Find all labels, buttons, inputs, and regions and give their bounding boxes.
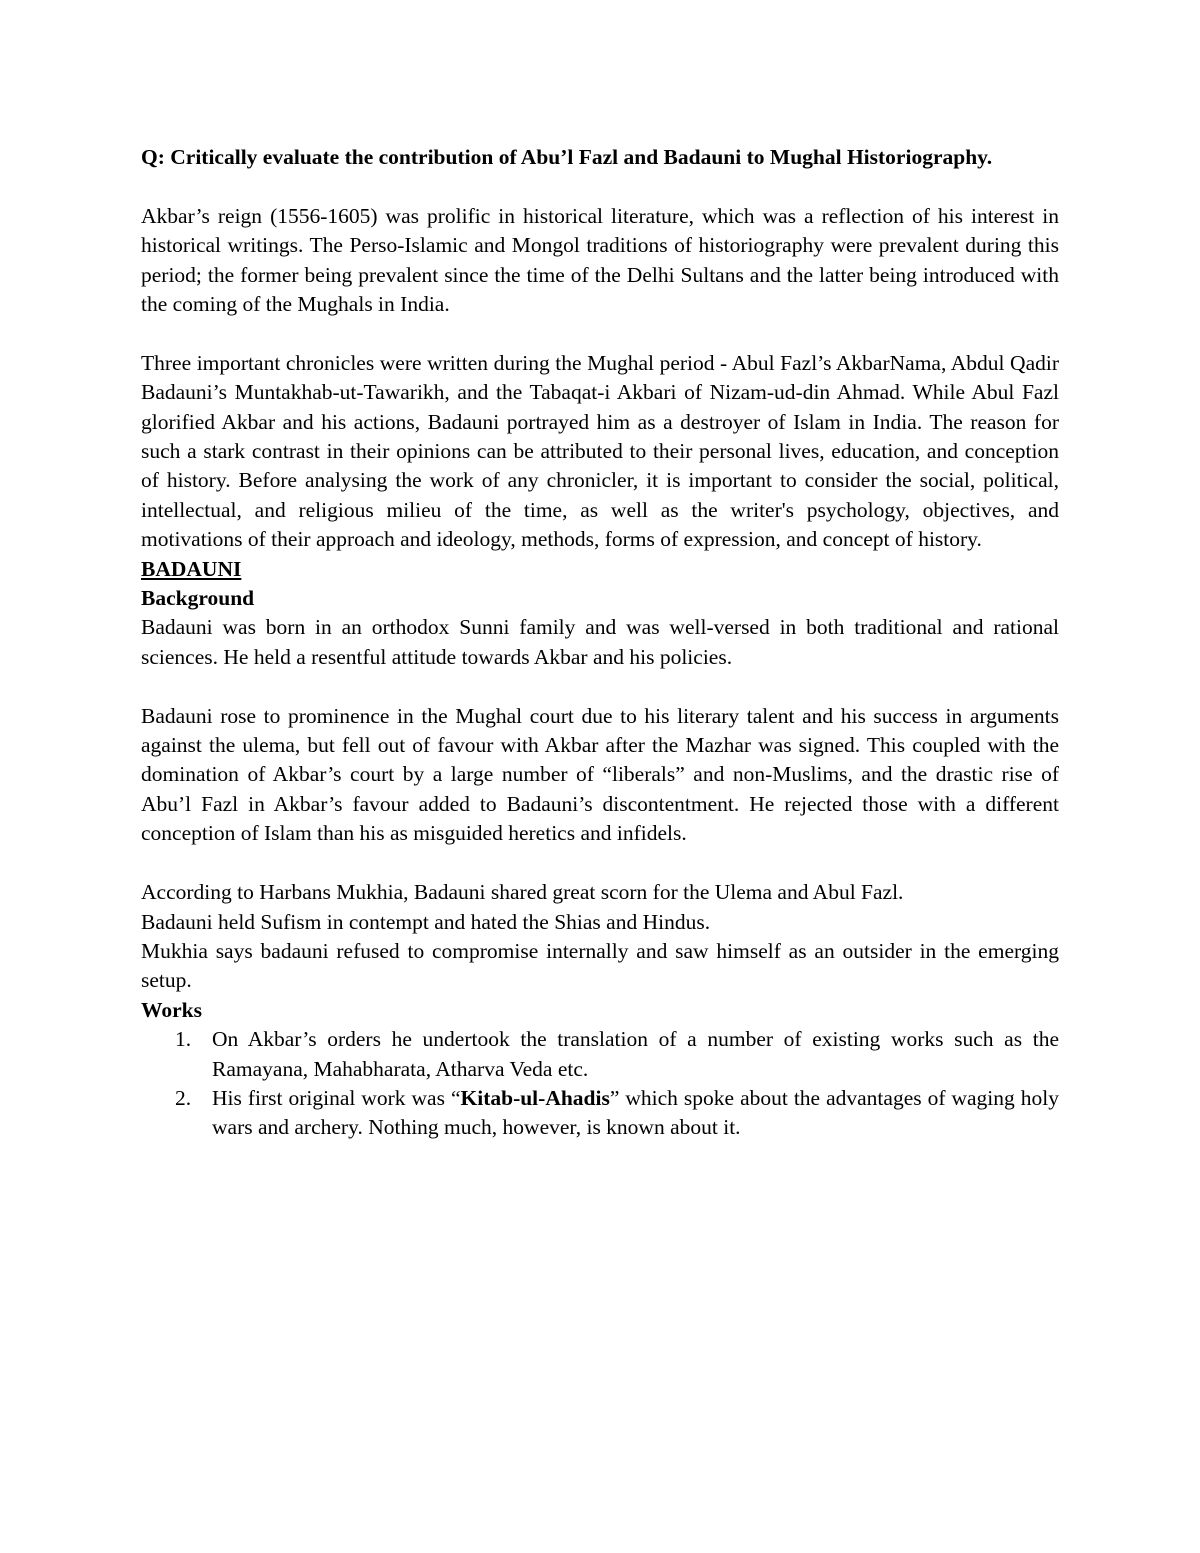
subheading-background: Background [141, 586, 255, 611]
document-page [141, 143, 1059, 1143]
list-item [175, 1084, 1059, 1143]
works-list [141, 1025, 1059, 1143]
list-item-number: 1. [175, 1027, 192, 1052]
background-paragraph-3-line-1: According to Harbans Mukhia, Badauni shared great scorn for the Ulema and Abul Fazl. [141, 880, 904, 905]
subheading-works: Works [141, 997, 202, 1022]
background-paragraph-1: Badauni was born in an orthodox Sunni family and was well-versed in both traditional and rational sciences. He held a resentful attitude towards Akbar and his policies. [141, 615, 1059, 669]
intro-paragraph-1: Akbar’s reign (1556-1605) was prolific in historical literature, which was a reflection of his interest in historical writings. The Perso-Islamic and Mongol traditions of historiography were prevalent during this period; the former being prevalent since the time of the Delhi Sultans and the latter being introduced with the coming of the Mughals in India. [141, 203, 1059, 317]
background-paragraph-3-line-3: Mukhia says badauni refused to compromise internally and saw himself as an outsider in the emerging setup. [141, 938, 1059, 993]
intro-paragraph-2: Three important chronicles were written during the Mughal period - Abul Fazl’s AkbarNama, Abdul Qadir Badauni’s Muntakhab-ut-Tawarikh, and the Tabaqat-i Akbari of Nizam-ud-din Ahmad. While Abul Fazl glorified Akbar and his actions, Badauni portrayed him as a destroyer of Islam in India. The reason for such a stark contrast in their opinions can be attributed to their personal lives, education, and conception of history. Before analysing the work of any chronicler, it is important to consider the social, political, intellectual, and religious milieu of the time, as well as the writer's psychology, objectives, and motivations of their approach and ideology, methods, forms of expression, and concept of history. [141, 350, 1059, 552]
section-heading-badauni: BADAUNI [141, 556, 242, 581]
question-heading: Q: Critically evaluate the contribution of Abu’l Fazl and Badauni to Mughal Historiography. [141, 145, 993, 169]
list-item-text: On Akbar’s orders he undertook the translation of a number of existing works such as the Ramayana, Mahabharata, Atharva Veda etc. [212, 1027, 1059, 1081]
list-item [175, 1025, 1059, 1084]
background-paragraph-2: Badauni rose to prominence in the Mughal court due to his literary talent and his success in arguments against the ulema, but fell out of favour with Akbar after the Mazhar was signed. This coupled with the domination of Akbar’s court by a large number of “liberals” and non-Muslims, and the drastic rise of Abu’l Fazl in Akbar’s favour added to Badauni’s discontentment. He rejected those with a different conception of Islam than his as misguided heretics and infidels. [141, 703, 1059, 846]
list-item-text-after: ” which spoke about the advantages of waging holy wars and archery. Nothing much, however, is known about it. [212, 1085, 1059, 1140]
list-item-number: 2. [175, 1085, 192, 1110]
list-item-text-before: His first original work was “ [212, 1085, 461, 1110]
work-title-kitab-ul-ahadis: Kitab-ul-Ahadis [460, 1085, 610, 1110]
background-paragraph-3-line-2: Badauni held Sufism in contempt and hated the Shias and Hindus. [141, 909, 711, 934]
